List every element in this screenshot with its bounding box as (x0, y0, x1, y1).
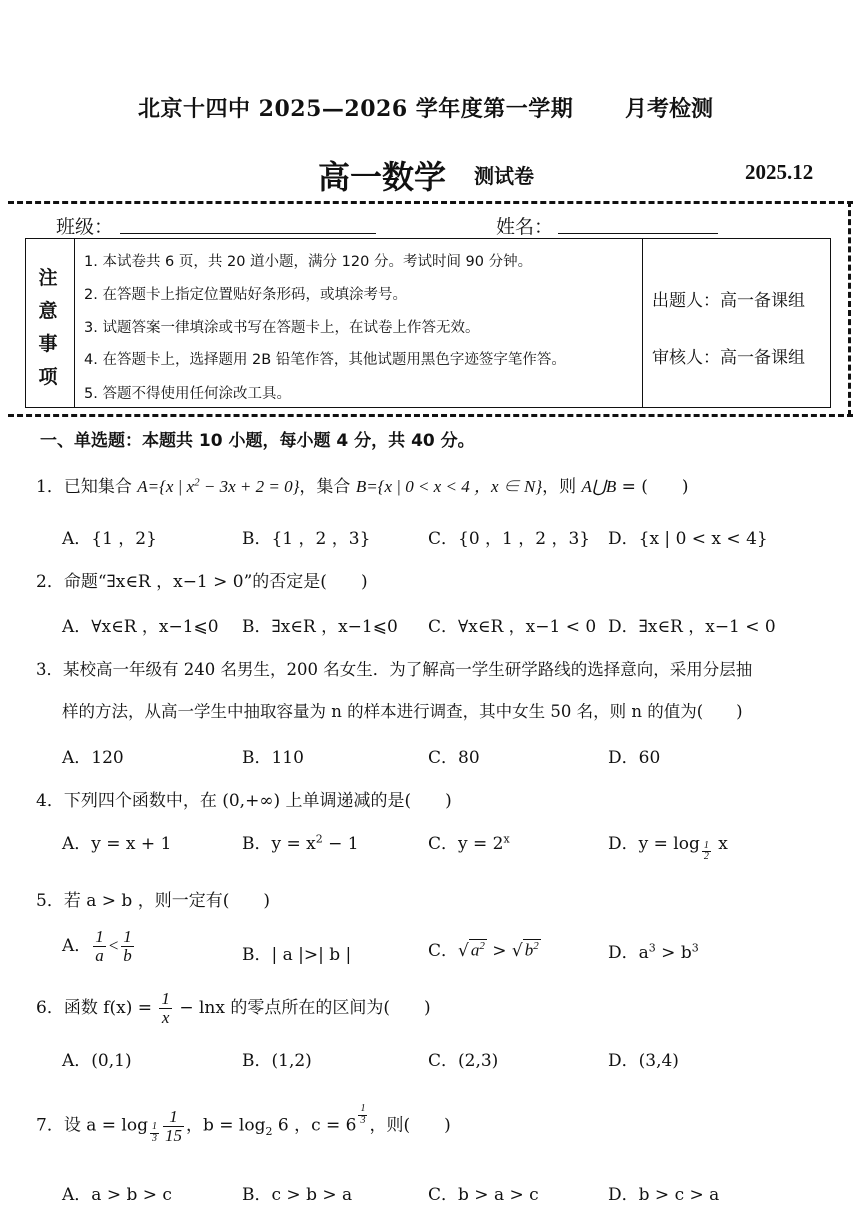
note-item: 1. 本试卷共 6 页，共 20 道小题，满分 120 分。考试时间 90 分钟。 (84, 254, 533, 270)
question-1: 1．已知集合 A={x | $x^2 - 3x + 2 = 0$}，集合 B={x | 0 < x < 4 ，x ∈ N}，则 A⋃B = ( ) (36, 476, 689, 497)
section-title: 一、单选题：本题共 10 小题，每小题 4 分，共 40 分。 (40, 431, 475, 451)
q1-option-b: B．{1 ，2 ，3} (242, 529, 371, 549)
question-4: 4．下列四个函数中，在 (0,+∞) 上单调递减的是( ) (36, 791, 452, 811)
note-item: 3. 试题答案一律填涂或书写在答题卡上，在试卷上作答无效。 (84, 320, 480, 336)
notes-divider-left (74, 238, 75, 408)
q5-option-d: D．$a^3 > b^3$ (608, 941, 699, 963)
question-5: 5．若 a > b ，则一定有( ) (36, 891, 270, 911)
exam-date: 2025.12 (745, 160, 814, 184)
dashed-border-right (848, 201, 851, 416)
question-7: 7．设 a = log $_{\frac{1}{3}}$ $\frac{1}{15}$ ，$b = \log_2 6$ ，c = 6 $^{\frac{1}{3}}$ ，则( ) (36, 1103, 451, 1145)
dashed-border-top (8, 201, 853, 204)
notes-heading: 注意事项 (38, 267, 58, 388)
author-label: 出题人：高一备课组 (652, 291, 805, 311)
note-item: 2. 在答题卡上指定位置贴好条形码，或填涂考号。 (84, 287, 407, 303)
question-2: 2．命题“∃x∈R ，x−1 > 0”的否定是( ) (36, 572, 368, 592)
q4-option-a: A．y = x + 1 (62, 834, 172, 854)
dashed-border-bottom (8, 414, 853, 417)
q5-option-c: C．√ $a^2$ > √ $b^2$ (428, 940, 539, 961)
class-field[interactable] (120, 233, 376, 234)
paper-type: 测试卷 (474, 164, 534, 188)
q4-option-b: B．$y = x^2 - 1$ (242, 832, 359, 854)
q2-option-b: B．∃x∈R ，x−1⩽0 (242, 617, 398, 637)
notes-divider-right (642, 238, 643, 408)
note-item: 5. 答题不得使用任何涂改工具。 (84, 386, 291, 402)
name-label: 姓名： (496, 216, 554, 238)
exam-type: 月考检测 (625, 96, 714, 122)
class-label: 班级： (56, 216, 114, 238)
q3-option-b: B．110 (242, 748, 304, 768)
question-3-line-1: 3．某校高一年级有 240 名男生，200 名女生．为了解高一学生研学路线的选择意向，采用分层抽 (36, 660, 753, 679)
q3-option-a: A．120 (62, 748, 124, 768)
q2-option-c: C．∀x∈R ，x−1 < 0 (428, 617, 597, 637)
subject-title: 高一数学 (318, 158, 447, 196)
q2-option-a: A．∀x∈R ，x−1⩽0 (62, 617, 219, 637)
q1-option-c: C．{0 ，1 ，2 ，3} (428, 529, 591, 549)
q4-option-d: D．y = log $_{\frac{1}{2}}$ x (608, 834, 728, 862)
name-field[interactable] (558, 233, 718, 234)
q7-option-d: D．b > c > a (608, 1185, 720, 1205)
question-3-line-2: 样的方法，从高一学生中抽取容量为 n 的样本进行调查，其中女生 50 名，则 n 的值为( ) (62, 702, 743, 721)
question-6: 6．函数 f(x) = $\frac{1}{x}$ − lnx 的零点所在的区间为( ) (36, 989, 431, 1027)
q6-option-d: D．(3,4) (608, 1051, 679, 1071)
q5-option-b: B．| a |>| b | (242, 945, 352, 965)
q1-option-d: D．{x | 0 < x < 4} (608, 529, 768, 549)
q3-option-c: C．80 (428, 748, 480, 768)
q7-option-c: C．b > a > c (428, 1185, 539, 1205)
reviewer-label: 审核人：高一备课组 (652, 348, 805, 368)
q5-option-a: A． $\frac{1}{a}$ < $\frac{1}{b}$ (62, 927, 132, 965)
q7-option-a: A．a > b > c (62, 1185, 172, 1205)
q7-option-b: B．c > b > a (242, 1185, 353, 1205)
school-title: 北京十四中 2025—2026 学年度第一学期 (138, 96, 574, 122)
note-item: 4. 在答题卡上，选择题用 2B 铅笔作答，其他试题用黑色字迹签字笔作答。 (84, 352, 566, 368)
q1-option-a: A．{1 ，2} (62, 529, 157, 549)
q4-option-c: C．$y = 2^x$ (428, 832, 510, 854)
q2-option-d: D．∃x∈R ，x−1 < 0 (608, 617, 776, 637)
q6-option-b: B．(1,2) (242, 1051, 312, 1071)
q3-option-d: D．60 (608, 748, 661, 768)
q6-option-a: A．(0,1) (62, 1051, 132, 1071)
q6-option-c: C．(2,3) (428, 1051, 499, 1071)
